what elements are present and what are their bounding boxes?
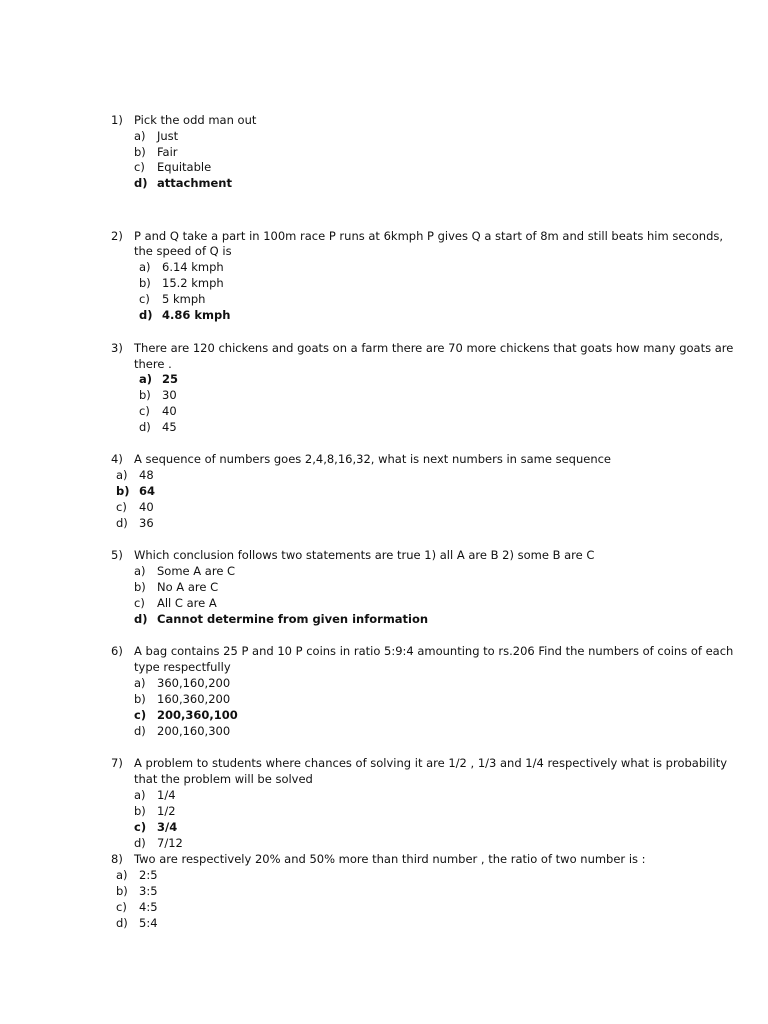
question-text: the speed of Q is <box>134 244 232 258</box>
option-letter: b) <box>134 580 146 594</box>
question-text: Two are respectively 20% and 50% more than third number , the ratio of two number is : <box>134 852 646 866</box>
question-number: 1) <box>111 113 123 127</box>
option-text-answer: 64 <box>139 484 156 498</box>
option-letter: d) <box>139 420 151 434</box>
option-letter: c) <box>116 900 127 914</box>
option-text: 160,360,200 <box>157 692 231 706</box>
option-text: Fair <box>157 145 178 159</box>
option-text: 7/12 <box>157 836 183 850</box>
option-text-answer: 4.86 kmph <box>162 308 231 322</box>
option-text: 4:5 <box>139 900 158 914</box>
option-letter: c) <box>134 708 147 722</box>
option-text: 3:5 <box>139 884 158 898</box>
option-letter: a) <box>139 260 151 274</box>
option-letter: b) <box>134 145 146 159</box>
option-text: 40 <box>162 404 177 418</box>
option-letter: a) <box>139 372 153 386</box>
option-text: 1/4 <box>157 788 176 802</box>
option-text: 40 <box>139 500 154 514</box>
option-text: Equitable <box>157 160 212 174</box>
option-text: 5:4 <box>139 916 158 930</box>
option-text: 36 <box>139 516 154 530</box>
option-letter: d) <box>134 724 146 738</box>
option-letter: b) <box>139 388 151 402</box>
option-letter: c) <box>134 160 145 174</box>
question-text: There are 120 chickens and goats on a farm there are 70 more chickens that goats how many goats are <box>134 341 734 355</box>
option-letter: a) <box>116 468 128 482</box>
question-text: that the problem will be solved <box>134 772 313 786</box>
question-text: P and Q take a part in 100m race P runs at 6kmph P gives Q a start of 8m and still beats him seconds, <box>134 229 724 243</box>
option-text-answer: 3/4 <box>157 820 178 834</box>
option-letter: b) <box>134 804 146 818</box>
option-letter: b) <box>116 884 128 898</box>
option-text: All C are A <box>157 596 217 610</box>
option-text-answer: Cannot determine from given information <box>157 612 429 626</box>
option-letter: c) <box>139 292 150 306</box>
option-letter: d) <box>139 308 153 322</box>
option-text-answer: 25 <box>162 372 179 386</box>
question-number: 4) <box>111 452 123 466</box>
option-text: 200,160,300 <box>157 724 231 738</box>
option-text-answer: 200,360,100 <box>157 708 238 722</box>
option-text: 360,160,200 <box>157 676 231 690</box>
option-text: No A are C <box>157 580 219 594</box>
question-text: A bag contains 25 P and 10 P coins in ratio 5:9:4 amounting to rs.206 Find the numbers of coins of each <box>134 644 734 658</box>
option-letter: a) <box>134 129 146 143</box>
option-letter: d) <box>134 176 148 190</box>
question-number: 8) <box>111 852 123 866</box>
option-text: 45 <box>162 420 177 434</box>
option-text: 30 <box>162 388 177 402</box>
option-text: 2:5 <box>139 868 158 882</box>
question-text: Which conclusion follows two statements are true 1) all A are B 2) some B are C <box>134 548 595 562</box>
question-number: 7) <box>111 756 123 770</box>
option-letter: c) <box>116 500 127 514</box>
question-text: Pick the odd man out <box>134 113 257 127</box>
option-letter: b) <box>134 692 146 706</box>
question-text: type respectfully <box>134 660 231 674</box>
option-letter: a) <box>134 788 146 802</box>
option-letter: b) <box>116 484 130 498</box>
question-number: 6) <box>111 644 123 658</box>
option-letter: d) <box>116 916 128 930</box>
option-text: 5 kmph <box>162 292 206 306</box>
option-letter: a) <box>116 868 128 882</box>
option-text: Some A are C <box>157 564 236 578</box>
question-number: 2) <box>111 229 123 243</box>
question-text: A sequence of numbers goes 2,4,8,16,32, what is next numbers in same sequence <box>134 452 612 466</box>
option-text: 1/2 <box>157 804 176 818</box>
option-letter: c) <box>134 820 147 834</box>
question-text: there . <box>134 357 172 371</box>
option-letter: b) <box>139 276 151 290</box>
option-letter: d) <box>134 836 146 850</box>
question-number: 5) <box>111 548 123 562</box>
option-text-answer: attachment <box>157 176 232 190</box>
option-text: 15.2 kmph <box>162 276 224 290</box>
option-letter: a) <box>134 564 146 578</box>
option-letter: a) <box>134 676 146 690</box>
option-letter: c) <box>139 404 150 418</box>
option-letter: d) <box>116 516 128 530</box>
option-letter: c) <box>134 596 145 610</box>
option-text: 6.14 kmph <box>162 260 224 274</box>
option-letter: d) <box>134 612 148 626</box>
question-text: A problem to students where chances of solving it are 1/2 , 1/3 and 1/4 respectively what is probability <box>134 756 728 770</box>
option-text: Just <box>157 129 179 143</box>
question-number: 3) <box>111 341 123 355</box>
option-text: 48 <box>139 468 154 482</box>
